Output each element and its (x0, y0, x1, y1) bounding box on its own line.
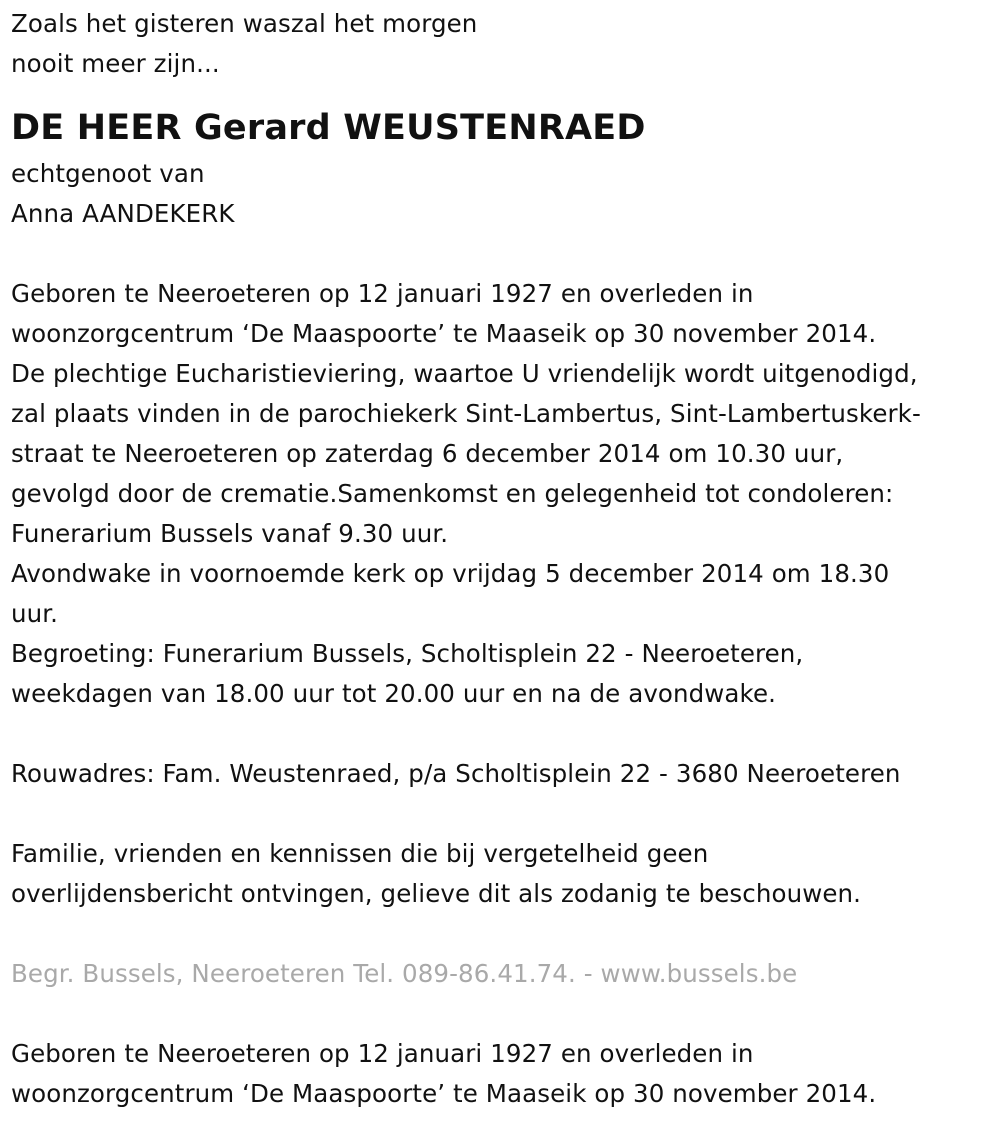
announcement-line: Funerarium Bussels vanaf 9.30 uur. (11, 519, 449, 548)
announcement-line: Avondwake in voornoemde kerk op vrijdag 5 december 2014 om 18.30 (11, 559, 890, 588)
notice-line: Familie, vrienden en kennissen die bij vergetelheid geen (11, 839, 709, 868)
family-notice (11, 834, 996, 914)
repeat-line: woonzorgcentrum ‘De Maaspoorte’ te Maaseik op 30 november 2014. (11, 1079, 877, 1108)
announcement-line: Geboren te Neeroeteren op 12 januari 1927 en overleden in (11, 279, 754, 308)
obituary-notice (11, 4, 996, 1114)
announcement-line: woonzorgcentrum ‘De Maaspoorte’ te Maaseik op 30 november 2014. (11, 319, 877, 348)
motto-line: nooit meer zijn... (11, 49, 220, 78)
announcement-line: straat te Neeroeteren op zaterdag 6 december 2014 om 10.30 uur, (11, 439, 844, 468)
mourning-address: Rouwadres: Fam. Weustenraed, p/a Scholtisplein 22 - 3680 Neeroeteren (11, 759, 901, 788)
notice-line: overlijdensbericht ontvingen, gelieve dit als zodanig te beschouwen. (11, 879, 862, 908)
repeated-announcement (11, 1034, 996, 1114)
deceased-name: DE HEER Gerard WEUSTENRAED (11, 108, 646, 148)
announcement-line: uur. (11, 599, 59, 628)
funeral-home-footer: Begr. Bussels, Neeroeteren Tel. 089-86.41.74. - www.bussels.be (11, 959, 798, 988)
spouse-name: Anna AANDEKERK (11, 199, 235, 228)
announcement-line: De plechtige Eucharistieviering, waartoe U vriendelijk wordt uitgenodigd, (11, 359, 918, 388)
announcement-line: weekdagen van 18.00 uur tot 20.00 uur en na de avondwake. (11, 679, 777, 708)
relation (11, 154, 996, 234)
announcement-line: gevolgd door de crematie.Samenkomst en gelegenheid tot condoleren: (11, 479, 894, 508)
relation-line: echtgenoot van (11, 159, 205, 188)
announcement-line: zal plaats vinden in de parochiekerk Sint-Lambertus, Sint-Lambertuskerk- (11, 399, 921, 428)
motto (11, 4, 996, 84)
announcement-line: Begroeting: Funerarium Bussels, Scholtisplein 22 - Neeroeteren, (11, 639, 804, 668)
repeat-line: Geboren te Neeroeteren op 12 januari 1927 en overleden in (11, 1039, 754, 1068)
announcement (11, 274, 996, 714)
motto-line: Zoals het gisteren waszal het morgen (11, 9, 478, 38)
